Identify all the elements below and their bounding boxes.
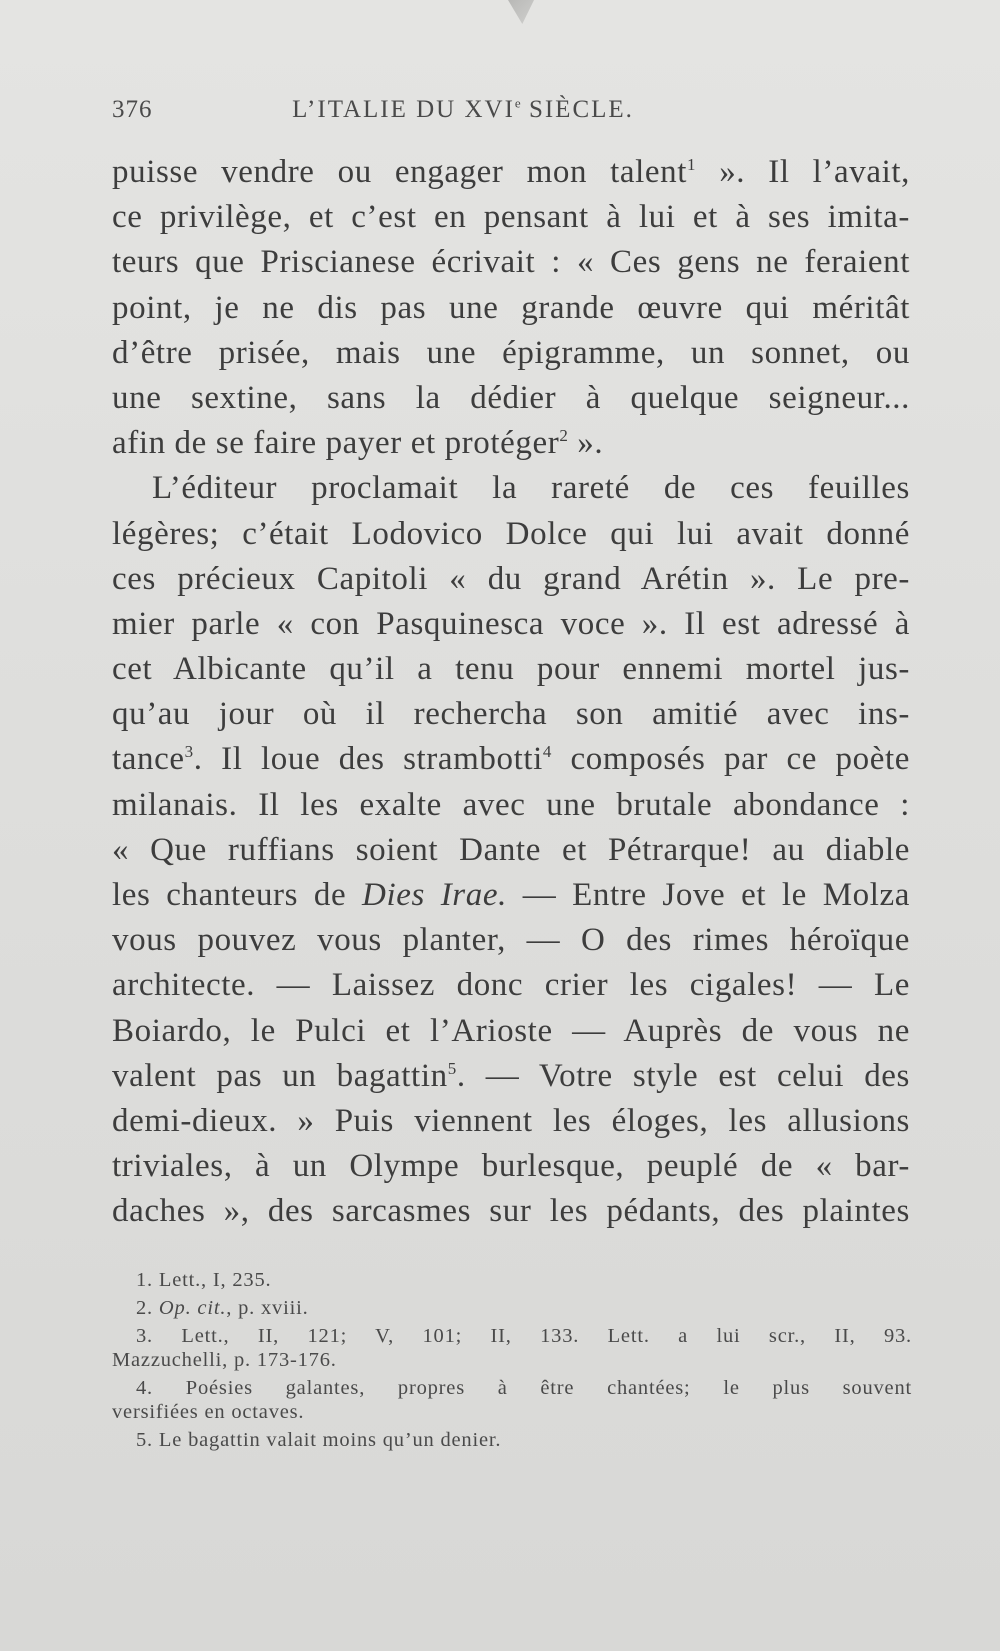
- running-title: L’ITALIE DU XVIe SIÈCLE.: [292, 95, 634, 123]
- text-line: ces précieux Capitoli « du grand Arétin ». Le pre-: [112, 560, 910, 597]
- text-line: L’éditeur proclamait la rareté de ces feuilles: [152, 470, 910, 507]
- footnote-ref: 5: [447, 1058, 457, 1078]
- text-line: une sextine, sans la dédier à quelque seigneur...: [112, 379, 910, 416]
- footnote-ref: 3: [184, 742, 194, 762]
- text-line: puisse vendre ou engager mon talent$^1$ ». Il l’avait,: [112, 154, 910, 190]
- text-line: vous pouvez vous planter, — O des rimes héroïque: [112, 922, 910, 959]
- text-line: d’être prisée, mais une épigramme, un sonnet, ou: [112, 334, 910, 371]
- text-line: cet Albicante qu’il a tenu pour ennemi mortel jus-: [112, 651, 910, 688]
- text-line: tance$^3$. Il loue des strambotti$^4$ composés par ce poète: [112, 741, 910, 778]
- text-line: Boiardo, le Pulci et l’Arioste — Auprès de vous ne: [112, 1012, 910, 1049]
- footnote: 4. Poésies galantes, propres à être chantées; le plus souvent: [136, 1377, 912, 1399]
- paper-tear-mark: [508, 0, 534, 24]
- footnote: 3. Lett., II, 121; V, 101; II, 133. Lett. a lui scr., II, 93.: [136, 1325, 912, 1347]
- text-line: point, je ne dis pas une grande œuvre qui méritât: [112, 289, 910, 326]
- text-line: triviales, à un Olympe burlesque, peuplé de « bar-: [112, 1148, 910, 1185]
- text-line: daches », des sarcasmes sur les pédants, des plaintes: [112, 1193, 910, 1230]
- text-line: demi-dieux. » Puis viennent les éloges, les allusions: [112, 1102, 910, 1139]
- text-line: architecte. — Laissez donc crier les cigales! — Le: [112, 967, 910, 1004]
- footnote-continuation: versifiées en octaves.: [112, 1401, 305, 1423]
- footnotes: [112, 1268, 912, 1452]
- footnote: 5. Le bagattin valait moins qu’un denier.: [136, 1429, 502, 1451]
- text-line: afin de se faire payer et protéger$^2$ ».: [112, 425, 604, 462]
- footnote-ref: 1: [687, 155, 697, 174]
- text-line: mier parle « con Pasquinesca voce ». Il est adressé à: [112, 605, 910, 642]
- text-line: légères; c’était Lodovico Dolce qui lui avait donné: [112, 515, 910, 552]
- footnote-ref: 2: [559, 426, 569, 446]
- text-line: teurs que Priscianese écrivait : « Ces gens ne feraient: [112, 244, 910, 281]
- footnote-continuation: Mazzuchelli, p. 173-176.: [112, 1349, 337, 1371]
- text-line: ce privilège, et c’est en pensant à lui et à ses imita-: [112, 199, 910, 236]
- running-head: [112, 96, 912, 126]
- footnote: 1. Lett., I, 235.: [136, 1269, 272, 1291]
- text-line: les chanteurs de Dies Irae. — Entre Jove et le Molza: [112, 877, 911, 913]
- text-line: qu’au jour où il rechercha son amitié avec ins-: [112, 696, 910, 733]
- text-line: milanais. Il les exalte avec une brutale abondance :: [112, 786, 910, 823]
- footnote: 2. Op. cit., p. xviii.: [136, 1297, 309, 1319]
- page-number: 376: [112, 96, 153, 123]
- body-text: [112, 150, 910, 1235]
- footnote-ref: 4: [542, 742, 553, 762]
- text-line: « Que ruffians soient Dante et Pétrarque! au diable: [112, 831, 910, 868]
- text-line: valent pas un bagattin$^5$. — Votre style est celui des: [112, 1057, 910, 1094]
